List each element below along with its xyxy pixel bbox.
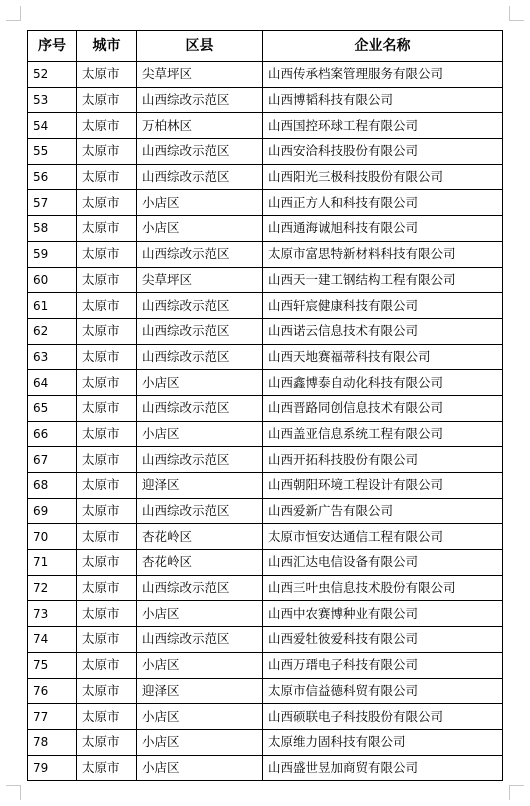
city-cell: 太原市 xyxy=(77,601,137,627)
page-corner-mark xyxy=(6,6,21,21)
table-body xyxy=(28,62,503,781)
company-name-cell: 山西轩宸健康科技有限公司 xyxy=(263,293,503,319)
district-cell: 小店区 xyxy=(137,601,263,627)
header-row xyxy=(28,31,503,62)
serial-number-cell: 61 xyxy=(28,293,77,319)
city-cell: 太原市 xyxy=(77,344,137,370)
table-row xyxy=(28,318,503,344)
district-cell: 山西综改示范区 xyxy=(137,344,263,370)
serial-number-cell: 77 xyxy=(28,704,77,730)
serial-number-cell: 68 xyxy=(28,473,77,499)
company-name-cell: 太原市恒安达通信工程有限公司 xyxy=(263,524,503,550)
district-cell: 山西综改示范区 xyxy=(137,575,263,601)
city-cell: 太原市 xyxy=(77,447,137,473)
company-name-cell: 山西盛世昱加商贸有限公司 xyxy=(263,755,503,781)
company-name-cell: 山西开拓科技股份有限公司 xyxy=(263,447,503,473)
city-cell: 太原市 xyxy=(77,87,137,113)
table-row xyxy=(28,293,503,319)
district-cell: 杏花岭区 xyxy=(137,550,263,576)
serial-number-cell: 63 xyxy=(28,344,77,370)
company-name-cell: 太原市信益德科贸有限公司 xyxy=(263,678,503,704)
page-corner-mark xyxy=(6,785,21,800)
table-row xyxy=(28,216,503,242)
table-row xyxy=(28,139,503,165)
serial-number-cell: 60 xyxy=(28,267,77,293)
city-cell: 太原市 xyxy=(77,190,137,216)
serial-number-cell: 57 xyxy=(28,190,77,216)
table-row xyxy=(28,575,503,601)
table-row xyxy=(28,447,503,473)
company-name-cell: 山西阳光三极科技股份有限公司 xyxy=(263,164,503,190)
city-cell: 太原市 xyxy=(77,318,137,344)
city-cell: 太原市 xyxy=(77,473,137,499)
company-name-cell: 山西盖亚信息系统工程有限公司 xyxy=(263,421,503,447)
company-name-cell: 山西天地赛福蒂科技有限公司 xyxy=(263,344,503,370)
serial-number-cell: 79 xyxy=(28,755,77,781)
table-row xyxy=(28,729,503,755)
district-cell: 山西综改示范区 xyxy=(137,447,263,473)
city-cell: 太原市 xyxy=(77,139,137,165)
serial-number-cell: 78 xyxy=(28,729,77,755)
city-cell: 太原市 xyxy=(77,627,137,653)
table-row xyxy=(28,164,503,190)
serial-number-cell: 67 xyxy=(28,447,77,473)
table-row xyxy=(28,113,503,139)
company-name-cell: 山西天一建工钢结构工程有限公司 xyxy=(263,267,503,293)
company-name-cell: 山西正方人和科技有限公司 xyxy=(263,190,503,216)
district-cell: 山西综改示范区 xyxy=(137,241,263,267)
company-name-cell: 山西朝阳环境工程设计有限公司 xyxy=(263,473,503,499)
district-cell: 山西综改示范区 xyxy=(137,164,263,190)
district-cell: 小店区 xyxy=(137,755,263,781)
serial-number-cell: 69 xyxy=(28,498,77,524)
serial-number-cell: 74 xyxy=(28,627,77,653)
district-cell: 小店区 xyxy=(137,370,263,396)
table-row xyxy=(28,601,503,627)
serial-number-cell: 72 xyxy=(28,575,77,601)
serial-number-cell: 73 xyxy=(28,601,77,627)
serial-number-cell: 64 xyxy=(28,370,77,396)
city-cell: 太原市 xyxy=(77,550,137,576)
district-cell: 山西综改示范区 xyxy=(137,627,263,653)
company-name-cell: 山西传承档案管理服务有限公司 xyxy=(263,62,503,88)
serial-number-cell: 76 xyxy=(28,678,77,704)
serial-number-cell: 58 xyxy=(28,216,77,242)
district-cell: 杏花岭区 xyxy=(137,524,263,550)
company-name-cell: 山西诺云信息技术有限公司 xyxy=(263,318,503,344)
company-name-cell: 山西鑫博泰自动化科技有限公司 xyxy=(263,370,503,396)
district-cell: 小店区 xyxy=(137,216,263,242)
city-cell: 太原市 xyxy=(77,216,137,242)
city-cell: 太原市 xyxy=(77,704,137,730)
table-header xyxy=(28,31,503,62)
city-cell: 太原市 xyxy=(77,652,137,678)
table-row xyxy=(28,678,503,704)
district-cell: 迎泽区 xyxy=(137,678,263,704)
header-city: 城市 xyxy=(77,31,137,62)
serial-number-cell: 65 xyxy=(28,395,77,421)
company-name-cell: 山西博韬科技有限公司 xyxy=(263,87,503,113)
table-row xyxy=(28,370,503,396)
header-serial-number: 序号 xyxy=(28,31,77,62)
table-row xyxy=(28,421,503,447)
header-company-name: 企业名称 xyxy=(263,31,503,62)
district-cell: 小店区 xyxy=(137,652,263,678)
district-cell: 小店区 xyxy=(137,421,263,447)
city-cell: 太原市 xyxy=(77,524,137,550)
district-cell: 尖草坪区 xyxy=(137,267,263,293)
city-cell: 太原市 xyxy=(77,421,137,447)
serial-number-cell: 53 xyxy=(28,87,77,113)
company-name-cell: 山西硕联电子科技股份有限公司 xyxy=(263,704,503,730)
district-cell: 山西综改示范区 xyxy=(137,87,263,113)
serial-number-cell: 62 xyxy=(28,318,77,344)
table-row xyxy=(28,190,503,216)
page-corner-mark xyxy=(509,6,524,21)
district-cell: 山西综改示范区 xyxy=(137,139,263,165)
district-cell: 山西综改示范区 xyxy=(137,318,263,344)
enterprise-table xyxy=(27,30,503,781)
serial-number-cell: 56 xyxy=(28,164,77,190)
company-name-cell: 山西安洽科技股份有限公司 xyxy=(263,139,503,165)
city-cell: 太原市 xyxy=(77,293,137,319)
company-name-cell: 山西中农赛博种业有限公司 xyxy=(263,601,503,627)
table-row xyxy=(28,241,503,267)
district-cell: 山西综改示范区 xyxy=(137,293,263,319)
company-name-cell: 山西爱新广告有限公司 xyxy=(263,498,503,524)
city-cell: 太原市 xyxy=(77,164,137,190)
table-row xyxy=(28,395,503,421)
district-cell: 山西综改示范区 xyxy=(137,498,263,524)
table-row xyxy=(28,498,503,524)
district-cell: 尖草坪区 xyxy=(137,62,263,88)
serial-number-cell: 75 xyxy=(28,652,77,678)
header-district: 区县 xyxy=(137,31,263,62)
city-cell: 太原市 xyxy=(77,678,137,704)
serial-number-cell: 70 xyxy=(28,524,77,550)
district-cell: 山西综改示范区 xyxy=(137,395,263,421)
table-row xyxy=(28,755,503,781)
company-name-cell: 山西汇达电信设备有限公司 xyxy=(263,550,503,576)
city-cell: 太原市 xyxy=(77,575,137,601)
serial-number-cell: 55 xyxy=(28,139,77,165)
table-row xyxy=(28,267,503,293)
serial-number-cell: 66 xyxy=(28,421,77,447)
city-cell: 太原市 xyxy=(77,62,137,88)
city-cell: 太原市 xyxy=(77,267,137,293)
company-name-cell: 太原市富思特新材料科技有限公司 xyxy=(263,241,503,267)
serial-number-cell: 54 xyxy=(28,113,77,139)
company-name-cell: 山西爱牡彼爱科技有限公司 xyxy=(263,627,503,653)
city-cell: 太原市 xyxy=(77,498,137,524)
page-corner-mark xyxy=(509,785,524,800)
city-cell: 太原市 xyxy=(77,370,137,396)
serial-number-cell: 59 xyxy=(28,241,77,267)
city-cell: 太原市 xyxy=(77,729,137,755)
table-row xyxy=(28,652,503,678)
company-name-cell: 山西三叶虫信息技术股份有限公司 xyxy=(263,575,503,601)
city-cell: 太原市 xyxy=(77,395,137,421)
company-name-cell: 太原维力固科技有限公司 xyxy=(263,729,503,755)
table-row xyxy=(28,704,503,730)
table-row xyxy=(28,87,503,113)
company-name-cell: 山西国控环球工程有限公司 xyxy=(263,113,503,139)
city-cell: 太原市 xyxy=(77,113,137,139)
table-row xyxy=(28,473,503,499)
serial-number-cell: 52 xyxy=(28,62,77,88)
table-row xyxy=(28,627,503,653)
serial-number-cell: 71 xyxy=(28,550,77,576)
city-cell: 太原市 xyxy=(77,755,137,781)
table-row xyxy=(28,62,503,88)
district-cell: 小店区 xyxy=(137,729,263,755)
table-row xyxy=(28,524,503,550)
company-name-cell: 山西晋路同创信息技术有限公司 xyxy=(263,395,503,421)
district-cell: 小店区 xyxy=(137,704,263,730)
company-name-cell: 山西万瑨电子科技有限公司 xyxy=(263,652,503,678)
city-cell: 太原市 xyxy=(77,241,137,267)
table-row xyxy=(28,344,503,370)
district-cell: 迎泽区 xyxy=(137,473,263,499)
company-name-cell: 山西通海诚旭科技有限公司 xyxy=(263,216,503,242)
district-cell: 小店区 xyxy=(137,190,263,216)
district-cell: 万柏林区 xyxy=(137,113,263,139)
table-row xyxy=(28,550,503,576)
